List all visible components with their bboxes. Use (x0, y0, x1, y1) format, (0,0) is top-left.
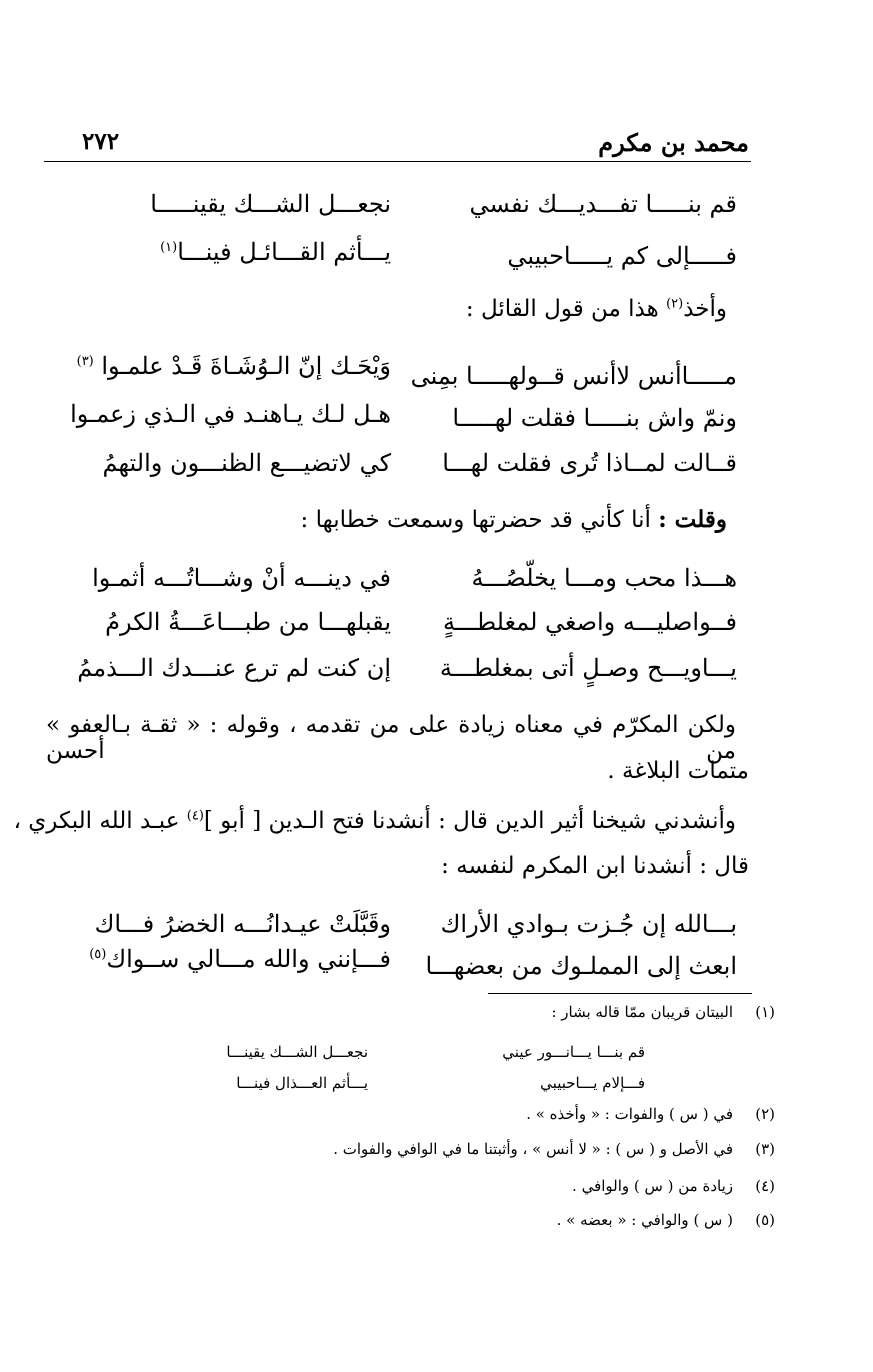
footnote-5-text: ( س ) والوافي : « بعضه » . (556, 1211, 733, 1229)
footnote-marker-3: (٣) (76, 354, 94, 369)
paragraph-word: وأخذ (683, 296, 727, 322)
verse-2-3-first-hemistich: قــالت لمــاذا تُرى فقلت لهـــا (442, 449, 737, 477)
paragraph-commentary-line-1: ولكن المكرّم في معناه زيادة على من تقدمه ، وقوله : « ثقـة بـالعفو » من أحسن (46, 712, 736, 764)
footnote-2-number: (٢) (755, 1105, 775, 1123)
verse-3-2-second-hemistich: يقبلهـــا من طبـــاعَـــةُ الكرمُ (105, 608, 391, 636)
footnote-1-verse-2-first: فـــإلام يـــاحبيبي (540, 1074, 645, 1092)
footnote-marker-5: (٥) (89, 947, 107, 962)
verse-2-1-second-hemistich (77, 352, 391, 380)
paragraph-commentary-line-2: متمات البلاغة . (607, 758, 749, 784)
footnote-1-text: البيتان قريبان ممّا قاله بشار : (551, 1003, 733, 1021)
footnote-1-verse-1-first: قم بنـــا يـــانـــور عيني (502, 1043, 645, 1061)
verse-3-1-second-hemistich: في دينـــه أنْ وشـــاتُـــه أثمـوا (92, 564, 391, 592)
paragraph-text: هذا من قول القائل : (465, 296, 667, 322)
verse-1-2-first-hemistich: فـــــإلى كم يـــــاحبيبي (507, 242, 737, 270)
footnote-2-text: في ( س ) والفوات : « وأخذه » . (526, 1105, 733, 1123)
verse-2-2-second-hemistich: هـل لـك يـاهنـد في الـذي زعمـوا (70, 400, 391, 428)
verse-text: وَيْحَـك إنّ الـوُشَـاةَ قَـدْ علمـوا (101, 352, 391, 380)
verse-4-1-first-hemistich: بـــالله إن جُـزت بـوادي الأراك (440, 910, 737, 938)
paragraph-text: أنا كأني قد حضرتها وسمعت خطابها : (300, 507, 659, 533)
verse-1-2-second-hemistich (160, 238, 391, 266)
footnote-1-verse-1-second: نجعـــل الشـــك يقينـــا (226, 1043, 368, 1061)
paragraph-text: عبـد الله البكري ، (13, 808, 187, 834)
footnote-3-number: (٣) (755, 1140, 775, 1158)
verse-text: فـــإنني والله مـــالي ســواك (106, 945, 391, 973)
footnote-marker-1: (١) (160, 240, 178, 255)
running-header-title: محمد بن مكرم (598, 128, 749, 157)
verse-3-1-first-hemistich: هـــذا محب ومـــا يخلّصُـــهُ (471, 564, 737, 592)
verse-2-1-first-hemistich: مـــــاأنس لاأنس قــولهـــــا بمِنى (410, 362, 737, 390)
paragraph-lead: وقلت : (658, 506, 727, 533)
verse-3-3-first-hemistich: يـــاويـــح وصـلٍ أتى بمغلطـــة (439, 654, 737, 682)
verse-2-2-first-hemistich: ونمّ واش بنـــــا فقلت لهـــــا (452, 404, 737, 432)
paragraph-intro-1 (466, 296, 727, 322)
page-number: ٢٧٢ (82, 128, 120, 155)
verse-2-3-second-hemistich: كي لاتضيـــع الظنـــون والتهمُ (102, 449, 391, 477)
verse-3-2-first-hemistich: فــواصليـــه واصغي لمغلطـــةٍ (443, 608, 737, 636)
paragraph-intro-2 (301, 506, 727, 533)
footnote-4-number: (٤) (755, 1177, 775, 1195)
footnote-3-text: في الأصل و ( س ) : « لا أنس » ، وأثبتنا ما في الوافي والفوات . (333, 1140, 733, 1158)
verse-1-1-second-hemistich: نجعـــل الشـــك يقينـــــا (150, 190, 391, 218)
footnote-4-text: زيادة من ( س ) والوافي . (572, 1177, 733, 1195)
verse-4-2-second-hemistich (89, 945, 391, 973)
paragraph-text: وأنشدني شيخنا أثير الدين قال : أنشدنا فتح الـدين [ أبو ] (203, 808, 736, 834)
verse-text: يـــأثم القـــائـل فينـــا (177, 238, 391, 266)
verse-3-3-second-hemistich: إن كنت لم ترع عنـــدك الـــذممُ (77, 654, 391, 682)
header-rule (44, 161, 751, 162)
footnote-rule (488, 993, 752, 994)
verse-4-1-second-hemistich: وقَبَّلَتْ عيـدانُـــه الخضرُ فـــاك (94, 910, 391, 938)
verse-4-2-first-hemistich: ابعث إلى المملـوك من بعضهـــا (425, 952, 737, 980)
footnote-marker-2: (٢) (666, 296, 684, 312)
footnote-marker-4: (٤) (186, 808, 204, 824)
paragraph-narration-line-1 (13, 808, 736, 834)
verse-1-1-first-hemistich: قم بنـــــا تفـــديـــك نفسي (469, 190, 737, 218)
footnote-1-verse-2-second: يـــأثم العـــذال فينـــا (236, 1074, 368, 1092)
footnote-5-number: (٥) (755, 1211, 775, 1229)
footnote-1-number: (١) (755, 1003, 775, 1021)
paragraph-narration-line-2: قال : أنشدنا ابن المكرم لنفسه : (441, 853, 749, 879)
